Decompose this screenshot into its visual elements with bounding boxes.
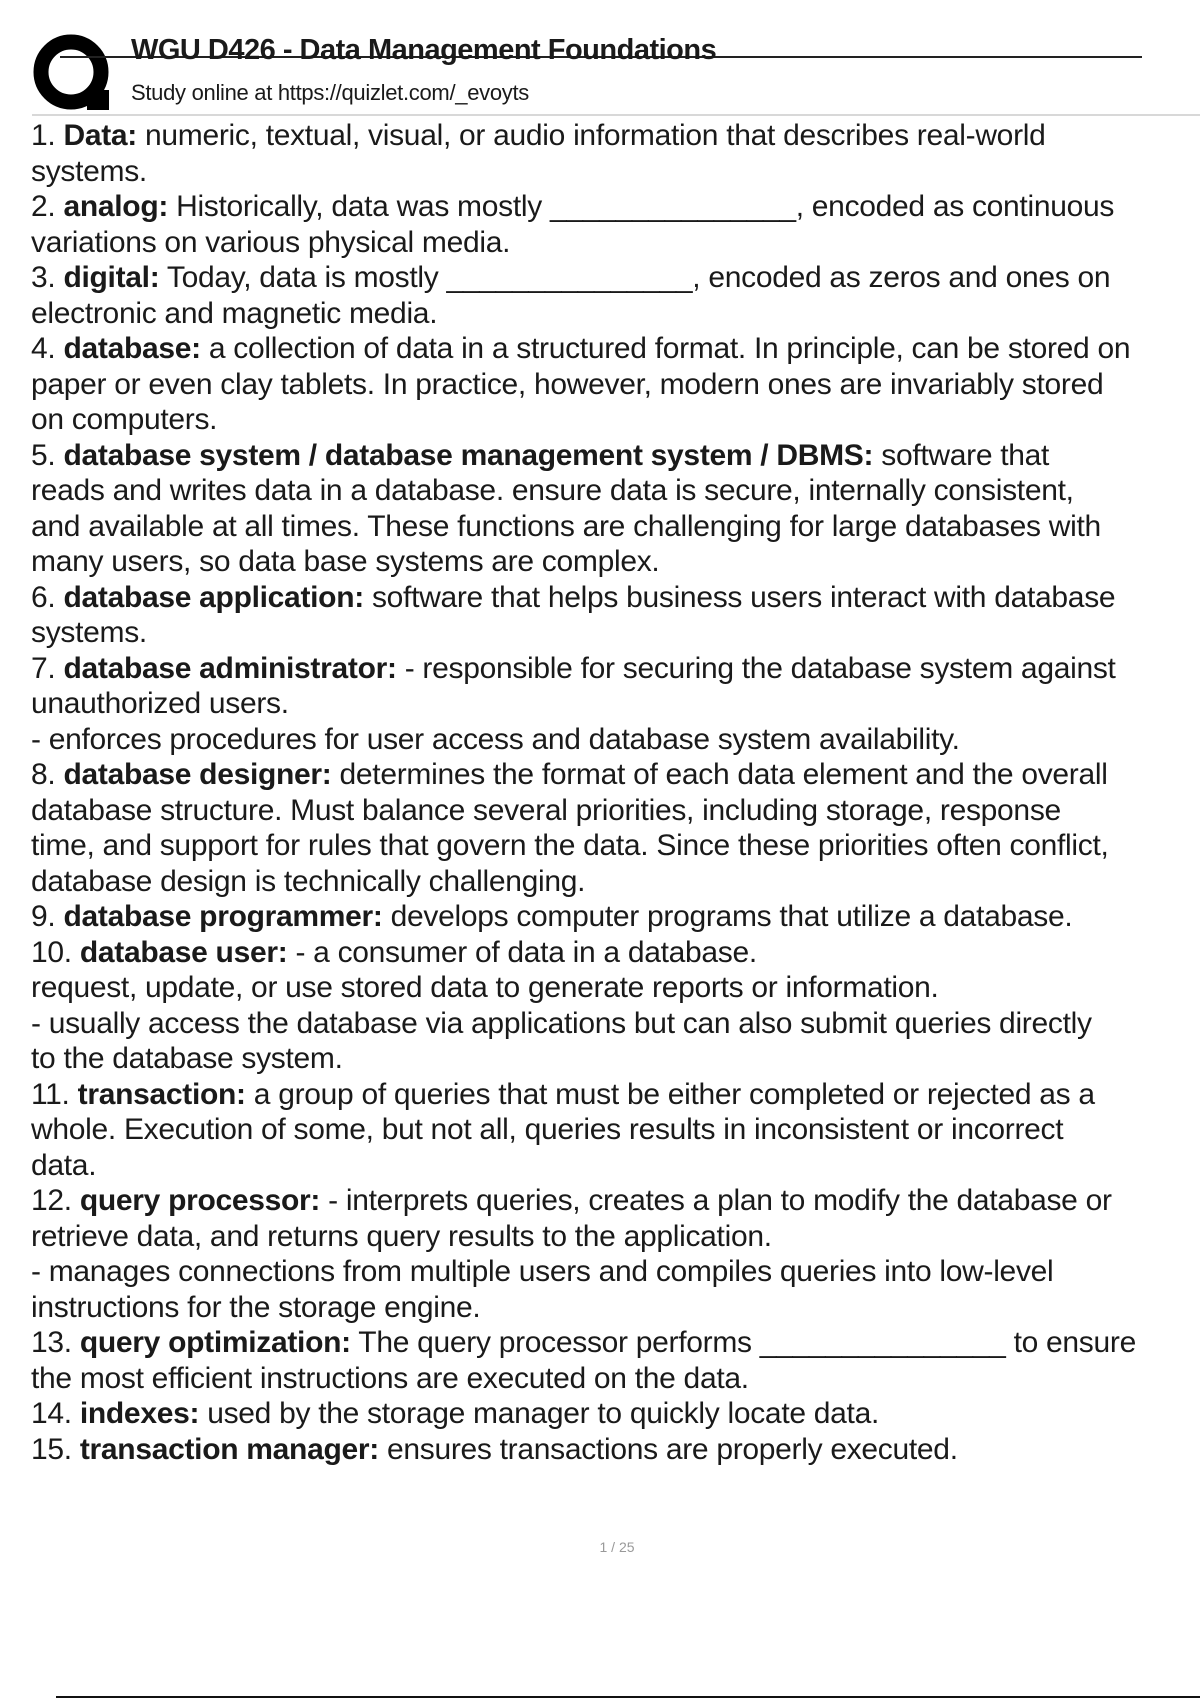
definition-text: numeric, textual, visual, or audio information that describes real-world	[136, 119, 1046, 152]
definition-text: to the database system.	[31, 1042, 343, 1075]
term: database application:	[63, 580, 364, 614]
definition-text: - a consumer of data in a database.	[287, 935, 757, 969]
text-line	[31, 1148, 1200, 1184]
term: database administrator:	[63, 651, 397, 685]
definition-text: a group of queries that must be either completed or rejected as a	[245, 1077, 1095, 1111]
text-line	[31, 686, 1200, 722]
definition-text: unauthorized users.	[31, 687, 289, 720]
definition-text: data.	[31, 1148, 97, 1182]
text-line	[31, 1396, 1200, 1432]
text-line	[31, 1006, 1200, 1042]
text-line	[31, 793, 1200, 829]
definition-text: - manages connections from multiple users and compiles queries into low-level	[31, 1255, 1054, 1288]
definition-text: database structure. Must balance several priorities, including storage, response	[31, 793, 1061, 827]
definition-text: 2.	[31, 190, 64, 223]
definition-text: 12.	[31, 1184, 80, 1217]
text-line	[31, 118, 1200, 154]
text-line	[31, 1041, 1200, 1077]
definition-text: and available at all times. These functions are challenging for large databases with	[31, 509, 1101, 543]
term: indexes:	[79, 1397, 200, 1430]
definition-text: - usually access the database via applications but can also submit queries directly	[31, 1006, 1092, 1040]
term: Data:	[63, 119, 137, 152]
definition-text: retrieve data, and returns query results to the application.	[31, 1219, 772, 1253]
definition-text: database design is technically challenging.	[31, 864, 586, 898]
definition-text: 14.	[31, 1397, 80, 1430]
term: analog:	[63, 190, 169, 223]
flashcard-list	[31, 118, 1200, 1467]
term: digital:	[63, 261, 160, 294]
text-line	[31, 1290, 1200, 1326]
term: query optimization:	[79, 1326, 351, 1359]
definition-text: on computers.	[31, 403, 218, 436]
definition-text: - enforces procedures for user access and database system availability.	[31, 722, 960, 756]
definition-text: Historically, data was mostly _______________, encoded as continuous	[168, 190, 1115, 223]
definition-text: request, update, or use stored data to generate reports or information.	[31, 971, 939, 1004]
definition-text: determines the format of each data element and the overall	[331, 758, 1108, 791]
definition-text: software that helps business users interact with database	[363, 580, 1116, 614]
term: database system / database management system / DBMS:	[63, 438, 874, 472]
text-line	[31, 331, 1200, 367]
text-line	[31, 544, 1200, 580]
text-line	[31, 580, 1200, 616]
study-online-link[interactable]: Study online at https://quizlet.com/_evoyts	[131, 80, 529, 105]
definition-text: 13.	[31, 1326, 80, 1359]
text-line	[31, 438, 1200, 474]
text-line	[31, 1325, 1200, 1361]
text-line	[31, 260, 1200, 296]
term: transaction manager:	[79, 1432, 379, 1466]
definition-text: the most efficient instructions are executed on the data.	[31, 1361, 749, 1395]
definition-text: develops computer programs that utilize a database.	[382, 900, 1073, 933]
text-line	[31, 757, 1200, 793]
document-title: WGU D426 - Data Management Foundations	[131, 34, 717, 66]
text-line	[31, 828, 1200, 864]
text-line	[31, 722, 1200, 758]
text-line	[31, 899, 1200, 935]
definition-text: Today, data is mostly _______________, encoded as zeros and ones on	[159, 261, 1111, 294]
text-line	[31, 154, 1200, 190]
text-line	[31, 864, 1200, 900]
definition-text: instructions for the storage engine.	[31, 1290, 481, 1324]
definition-text: many users, so data base systems are complex.	[31, 545, 660, 578]
definition-text: paper or even clay tablets. In practice, however, modern ones are invariably stored	[31, 367, 1104, 401]
page-bottom-rule	[56, 1696, 1200, 1698]
definition-text: electronic and magnetic media.	[31, 296, 438, 330]
definition-text: 3.	[31, 261, 64, 294]
text-line	[31, 473, 1200, 509]
definition-text: used by the storage manager to quickly locate data.	[199, 1397, 879, 1430]
definition-text: reads and writes data in a database. ensure data is secure, internally consistent,	[31, 474, 1074, 507]
term: database:	[63, 332, 201, 365]
text-line	[31, 935, 1200, 971]
definition-text: 8.	[31, 758, 64, 791]
text-line	[31, 225, 1200, 261]
definition-text: 15.	[31, 1432, 80, 1466]
definition-text: - interprets queries, creates a plan to modify the database or	[320, 1184, 1112, 1217]
page-number: 1 / 25	[599, 1539, 635, 1555]
term: database designer:	[63, 758, 332, 791]
term: database programmer:	[63, 900, 383, 933]
text-line	[31, 367, 1200, 403]
definition-text: 4.	[31, 332, 64, 365]
text-line	[31, 1112, 1200, 1148]
quizlet-logo-icon	[33, 34, 113, 112]
definition-text: whole. Execution of some, but not all, queries results in inconsistent or incorrect	[31, 1113, 1064, 1146]
term: database user:	[79, 935, 288, 969]
definition-text: 1.	[31, 119, 64, 152]
definition-text: ensures transactions are properly executed.	[378, 1432, 958, 1466]
text-line	[31, 509, 1200, 545]
text-line	[31, 1219, 1200, 1255]
text-line	[31, 1183, 1200, 1219]
definition-text: systems.	[31, 154, 147, 188]
text-line	[31, 1432, 1200, 1468]
text-line	[31, 1361, 1200, 1397]
term: transaction:	[77, 1077, 246, 1111]
definition-text: The query processor performs _______________ to ensure	[350, 1326, 1136, 1359]
definition-text: - responsible for securing the database system against	[396, 651, 1116, 685]
text-line	[31, 189, 1200, 225]
text-line	[31, 651, 1200, 687]
definition-text: 10.	[31, 935, 80, 969]
definition-text: 5.	[31, 438, 64, 472]
definition-text: a collection of data in a structured format. In principle, can be stored on	[200, 332, 1131, 365]
definition-text: software that	[873, 438, 1050, 472]
text-line	[31, 970, 1200, 1006]
definition-text: 9.	[31, 900, 64, 933]
definition-text: 7.	[31, 651, 64, 685]
text-line	[31, 615, 1200, 651]
text-line	[31, 1254, 1200, 1290]
definition-text: 6.	[31, 580, 64, 614]
definition-text: 11.	[31, 1077, 78, 1111]
header-separator	[32, 114, 1200, 116]
text-line	[31, 1077, 1200, 1113]
text-line	[31, 296, 1200, 332]
definition-text: systems.	[31, 616, 147, 649]
definition-text: variations on various physical media.	[31, 225, 511, 259]
term: query processor:	[79, 1184, 321, 1217]
text-line	[31, 402, 1200, 438]
definition-text: time, and support for rules that govern the data. Since these priorities often conflict,	[31, 829, 1109, 862]
